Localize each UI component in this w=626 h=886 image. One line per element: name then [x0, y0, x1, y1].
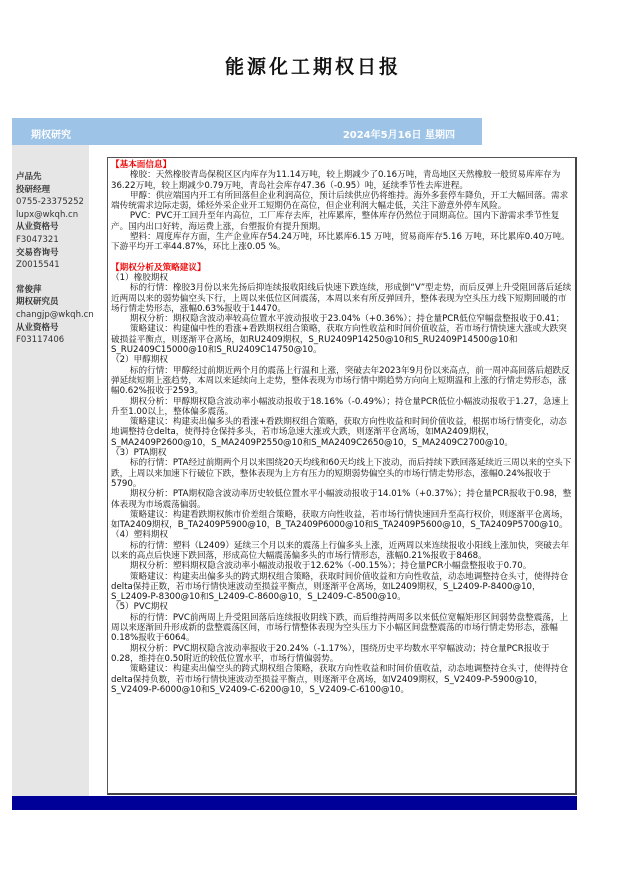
section-paragraph: 标的行情：橡胶3月份以来先扬后抑连续报收阳线后快速下跌连续，形成倒“V”型走势，而后反弹上升受阻回落后延续近两周以来的弱势偏空头下行，上周以来低位区间震荡，本周以来有所反弹回升，整体表现为空头压力线下短期回暖的市场行情走势形态，涨幅0.63%报收于14470。: [111, 283, 572, 314]
analyst-email[interactable]: changjp@wkqh.cn: [16, 309, 94, 320]
report-title: 能源化工期权日报: [224, 56, 401, 78]
fundamentals-paragraph: 塑料：周度库存方面，生产企业库存54.24万吨，环比累库6.15 万吨，贸易商库存5.16 万吨，环比累库0.40万吨。下游平均开工率44.87%，环比上涨0.05 %。: [111, 232, 570, 253]
section-paragraph: 策略建议：构建看跌期权熊市价差组合策略，获取方向性收益，若市场行情快速回升至高行权价，则逐渐平仓离场，如TA2409期权，B_TA2409P5900@10，B_TA2409P6000@10和S_TA2409P5600@10，S_TA2409P5700@10。: [111, 509, 569, 531]
license-label: 从业资格号: [16, 322, 59, 333]
section-paragraph: 标的行情：甲醇经过前期近两个月的震荡上行温和上涨，突破去年2023年9月份以来高点，前一周冲高回落后超跌反弹延续短期上涨趋势，本周以来延续向上走势，整体表现为市场行情中期趋势方向向上短期温和上涨的行情走势形态，涨幅0.62%报收于2593。: [111, 365, 570, 397]
section-paragraph: 标的行情：PTA经过前期两个月以来围绕20天均线和60天均线上下波动，而后持续下跌回落延续近三周以来的空头下跌，上周以来加速下行破位下跌，整体表现为上方有压力的短期弱势偏空头的市场行情走势形态，涨幅0.24%报收于5790。: [111, 458, 572, 489]
strategy-header: 【期权分析及策略建议】: [111, 262, 206, 273]
analyst-email[interactable]: lupx@wkqh.cn: [16, 209, 79, 220]
section-paragraph: 期权分析：期权隐含波动率较高位置水平波动报收于23.04%（+0.36%）；持仓量PCR低位窄幅盘整报收于0.41；: [129, 314, 565, 325]
section-paragraph: 期权分析：甲醇期权隐含波动率小幅波动报收于18.16%（-0.49%）；持仓量PCR低位小幅波动报收于1.27，急速上升至1.00以上，整体偏多震荡。: [111, 396, 569, 417]
report-date: 2024年5月16日 星期四: [342, 130, 455, 141]
analyst-phone: 0755-23375252: [16, 197, 84, 208]
analyst-sidebar: [12, 145, 94, 810]
fundamentals-paragraph: PVC：PVC开工回升至年内高位，工厂库存去库，社库累库，整体库存仍然位于同期高位。国内下游需求季节性复产。国内出口好转，海运费上涨，台塑报价有提升预期。: [111, 211, 560, 232]
section-title: （3）PTA期权: [111, 448, 167, 459]
section-title: （5）PVC期权: [111, 602, 168, 613]
license-label: 从业资格号: [16, 222, 59, 233]
consult-label: 交易咨询号: [16, 247, 59, 258]
footer-band: [12, 796, 577, 810]
analyst-name: 常俊萍: [16, 284, 42, 295]
section-paragraph: 策略建议：构建卖出偏多头的跨式期权组合策略，获取时间价值收益和方向性收益，动态地调整持仓头寸，使得持仓delta保持正数，若市场行情快速波动至损益平衡点，则逐渐平仓离场，如L2409期权，S_L2409-P-8400@10，S_L2409-P-8300@10和S_L2409-C-8600@10，S_L2409-C-8500@10。: [111, 571, 569, 603]
section-paragraph: 期权分析：PVC期权隐含波动率报收于20.24%（-1.17%），围绕历史平均数水平窄幅波动；持仓量PCR报收于0.28，维持在0.50附近的较低位置水平，市场行情偏弱势。: [111, 643, 550, 664]
analyst-role: 期权研究员: [16, 297, 59, 308]
section-paragraph: 策略建议：构建卖出偏空头的跨式期权组合策略，获取方向性收益和时间价值收益，动态地调整持仓头寸，使得持仓delta保持负数，若市场行情快速波动至损益平衡点，则逐渐平仓离场，如V2409期权，S_V2409-P-5900@10，S_V2409-P-6000@10和S_V2409-C-6200@10，S_V2409-C-6100@10。: [111, 664, 569, 695]
fundamentals-paragraph: 甲醇：供应端国内开工有所回落但企业利润高位，预计后续供应仍将维持。海外多套停车降负，开工大幅回落。需求端传统需求边际走弱，烯烃外采企业开工短期仍在高位，但企业利润大幅走低，关注下游意外停车风险。: [111, 190, 569, 212]
section-title: （2）甲醇期权: [111, 355, 169, 366]
fundamentals-paragraph: 橡胶：天然橡胶青岛保税区区内库存为11.14万吨，较上期减少了0.16万吨，青岛地区天然橡胶一般贸易库库存为36.22万吨，较上期减少0.79万吨，青岛社会库存47.36（-0.95）吨，延续季节性去库进程。: [111, 170, 561, 191]
section-paragraph: 策略建议：构建卖出偏多头的看涨+看跌期权组合策略，获取方向性收益和时间价值收益，根据市场行情变化，动态地调整持仓delta，使得持仓保持多头，若市场急速大涨或大跌，则逐渐平仓离场，如MA2409期权，S_MA2409P2600@10，S_MA2409P2550@10和S_MA2409C2650@10，S_MA2409C2700@10。: [111, 417, 567, 448]
report-body: [107, 157, 577, 795]
section-paragraph: 期权分析：PTA期权隐含波动率历史较低位置水平小幅波动报收于14.01%（+0.37%）；持仓量PCR报收于0.98，整体表现为市场震荡偏弱。: [111, 489, 572, 510]
section-paragraph: 标的行情：PVC前两周上升受阻回落后连续报收阴线下跌，而后维持两周多以来低位宽幅矩形区间弱势盘整震荡，上周以来逐渐回升形成新的盘整震荡区间，市场行情整体表现为空头压力下小幅区间盘整震荡的市场行情走势形态，涨幅0.18%报收于6064。: [111, 612, 569, 644]
analyst-name: 卢品先: [16, 172, 42, 182]
section-title: （1）橡胶期权: [111, 272, 169, 283]
consult-number: Z0015541: [16, 260, 60, 271]
header-banner: [12, 118, 482, 145]
section-title: （4）塑料期权: [111, 530, 169, 541]
section-paragraph: 标的行情：塑料（L2409）延续三个月以来的震荡上行偏多头上涨，近两周以来连续报收小阳线上涨加快，突破去年以来的高点后快速下跌回落，形成高位大幅震荡偏多头的市场行情形态，涨幅0.21%报收于8468。: [111, 540, 570, 561]
section-label: 期权研究: [31, 130, 71, 141]
section-paragraph: 策略建议：构建偏中性的看涨+看跌期权组合策略，获取方向性收益和时间价值收益，若市场行情快速大涨或大跌突破损益平衡点，则逐渐平仓离场，如RU2409期权，S_RU2409P14250@10和S_RU2409P14500@10和S_RU2409C15000@10和S_RU2409C14750@10。: [111, 324, 567, 356]
license-number: F03117406: [16, 335, 65, 346]
license-number: F3047321: [16, 234, 59, 245]
fundamentals-header: 【基本面信息】: [111, 160, 172, 170]
section-paragraph: 期权分析：塑料期权隐含波动率小幅波动报收于12.62%（-00.15%）；持仓量PCR小幅盘整报收于0.70。: [129, 561, 532, 572]
analyst-role: 投研经理: [16, 184, 51, 195]
